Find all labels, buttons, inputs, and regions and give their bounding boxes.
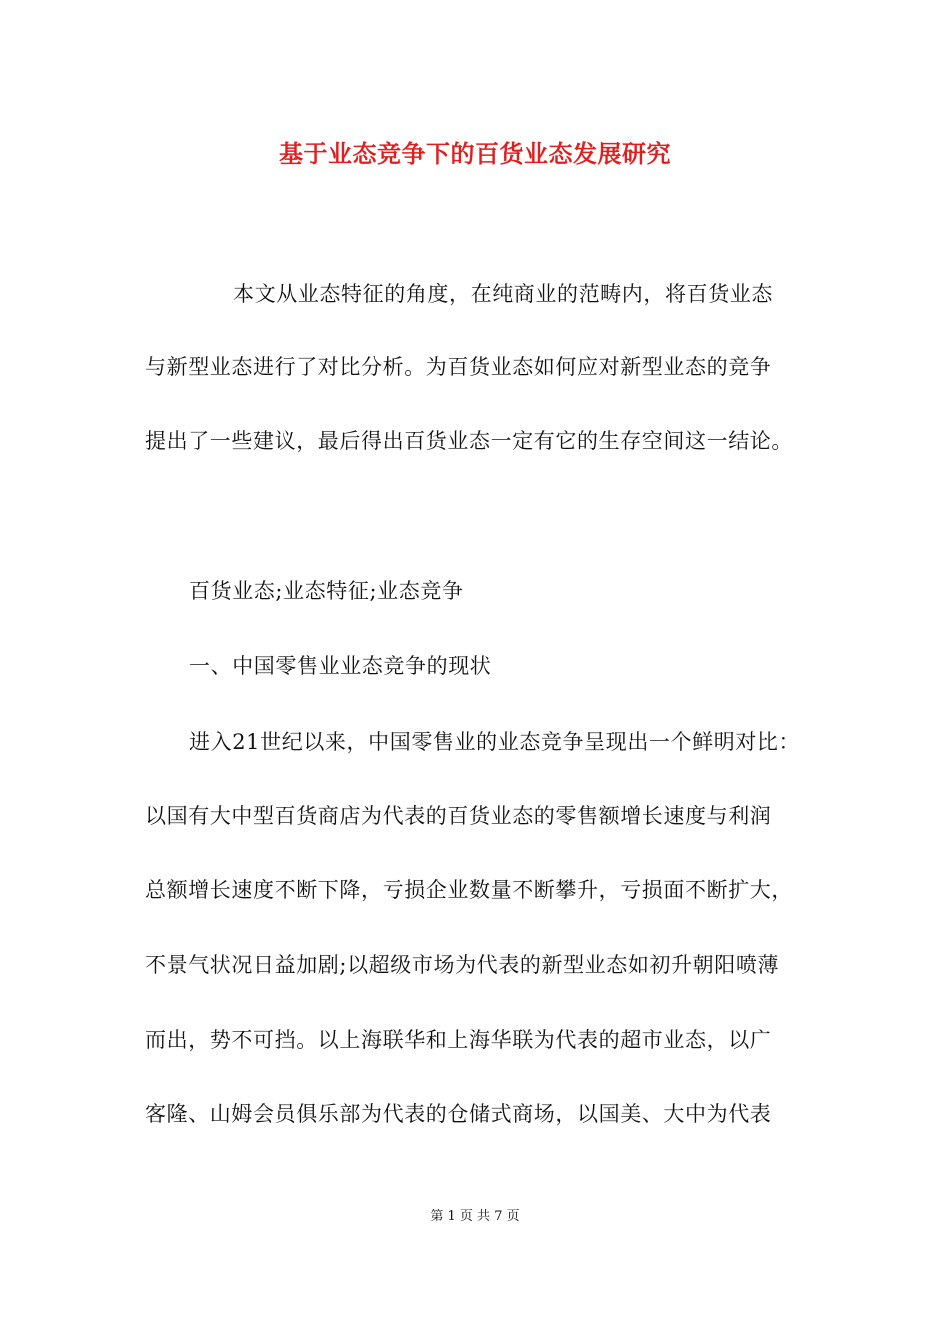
- body-line-5: 而出，势不可挡。以上海联华和上海华联为代表的超市业态，以广: [145, 1028, 772, 1052]
- section-heading: 一、中国零售业业态竞争的现状: [189, 654, 492, 678]
- abstract-line-1: 本文从业态特征的角度，在纯商业的范畴内，将百货业态: [233, 282, 773, 306]
- page-footer: 第 1 页 共 7 页: [430, 1209, 520, 1224]
- body-line-3: 总额增长速度不断下降，亏损企业数量不断攀升，亏损面不断扩大，: [145, 878, 793, 902]
- body-line-4: 不景气状况日益加剧;以超级市场为代表的新型业态如初升朝阳喷薄: [145, 953, 780, 977]
- body-line-6: 客隆、山姆会员俱乐部为代表的仓储式商场，以国美、大中为代表: [145, 1102, 772, 1126]
- abstract-line-3: 提出了一些建议，最后得出百货业态一定有它的生存空间这一结论。: [145, 429, 793, 453]
- keywords: 百货业态;业态特征;业态竞争: [189, 579, 464, 603]
- body-line-1: 进入21世纪以来，中国零售业的业态竞争呈现出一个鲜明对比：: [189, 730, 801, 754]
- body-line-2: 以国有大中型百货商店为代表的百货业态的零售额增长速度与利润: [145, 804, 772, 828]
- abstract-line-2: 与新型业态进行了对比分析。为百货业态如何应对新型业态的竞争: [145, 355, 772, 379]
- document-title: 基于业态竞争下的百货业态发展研究: [279, 139, 671, 168]
